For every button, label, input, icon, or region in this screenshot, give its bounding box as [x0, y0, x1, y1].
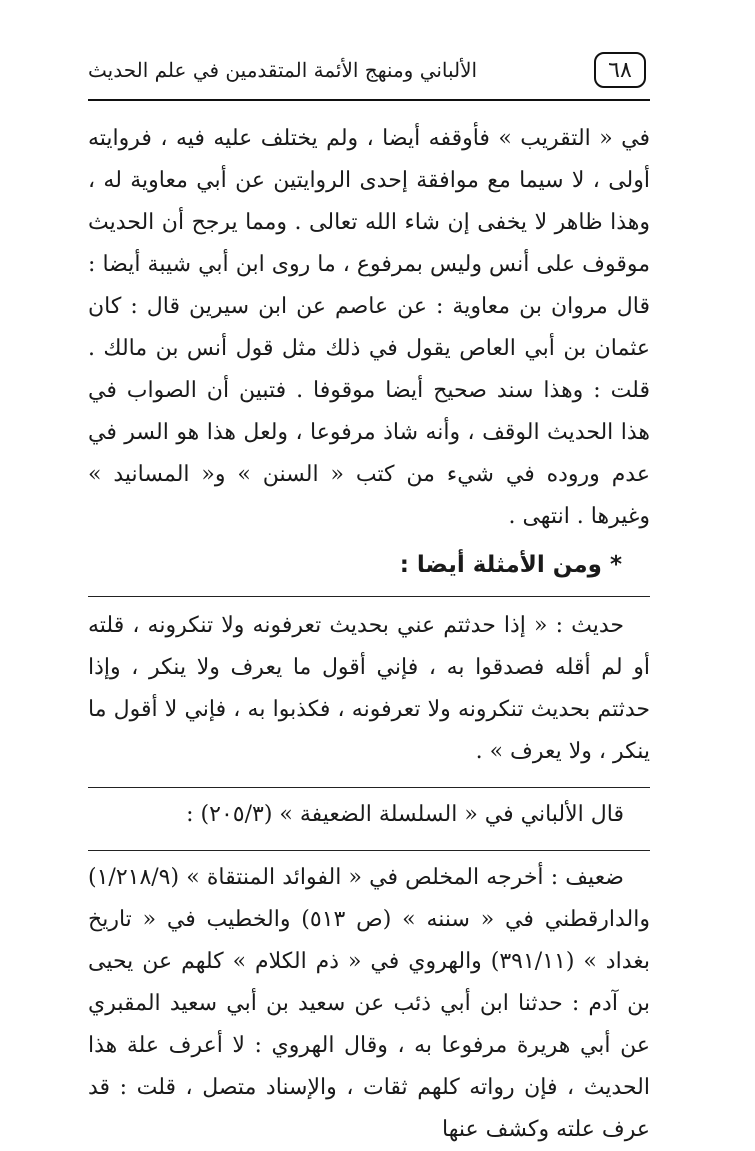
running-title: الألباني ومنهج الأئمة المتقدمين في علم الحديث	[88, 58, 478, 82]
quote-intro: قال الألباني في « السلسلة الضعيفة » (٢٠٥/٣) :	[186, 802, 624, 827]
section-heading: * ومن الأمثلة أيضا :	[399, 552, 622, 578]
page-body	[88, 118, 650, 1151]
header-divider	[88, 99, 650, 101]
page-number: ٦٨	[594, 52, 646, 88]
page-header	[88, 52, 650, 96]
heading-divider	[88, 596, 650, 597]
section-divider	[88, 850, 650, 851]
paragraph: حديث : « إذا حدثتم عني بحديث تعرفونه ولا تنكرونه ، قلته أو لم أقله فصدقوا به ، فإني أقول ما يعرف ولا ينكر ، وإذا حدثتم بحديث تنكرونه ولا تعرفونه ، فكذبوا به ، فإني لا أقول ما ينكر ، ولا يعرف » .	[88, 613, 650, 764]
section-divider	[88, 787, 650, 788]
paragraph: ضعيف : أخرجه المخلص في « الفوائد المنتقاة » (١/٢١٨/٩) والدارقطني في « سننه » (ص ٥١٣) والخطيب في « تاريخ بغداد » (٣٩١/١١) والهروي في « ذم الكلام » كلهم عن يحيى بن آدم : حدثنا ابن أبي ذئب عن سعيد بن أبي سعيد المقبري عن أبي هريرة مرفوعا به ، وقال الهروي : لا أعرف علة هذا الحديث ، فإن رواته كلهم ثقات ، والإسناد متصل ، قلت : قد عرف علته وكشف عنها	[88, 865, 650, 1142]
paragraph: في « التقريب » فأوقفه أيضا ، ولم يختلف عليه فيه ، فروايته أولى ، لا سيما مع موافقة إحدى الروايتين عن أبي معاوية له ، وهذا ظاهر لا يخفى إن شاء الله تعالى . ومما يرجح أن الحديث موقوف على أنس وليس بمرفوع ، ما روى ابن أبي شيبة أيضا : قال مروان بن معاوية : عن عاصم عن ابن سيرين قال : كان عثمان بن أبي العاص يقول في ذلك مثل قول أنس بن مالك . قلت : وهذا سند صحيح أيضا موقوفا . فتبين أن الصواب في هذا الحديث الوقف ، وأنه شاذ مرفوعا ، ولعل هذا هو السر في عدم وروده في شيء من كتب « السنن » و« المسانيد » وغيرها . انتهى .	[88, 126, 650, 529]
